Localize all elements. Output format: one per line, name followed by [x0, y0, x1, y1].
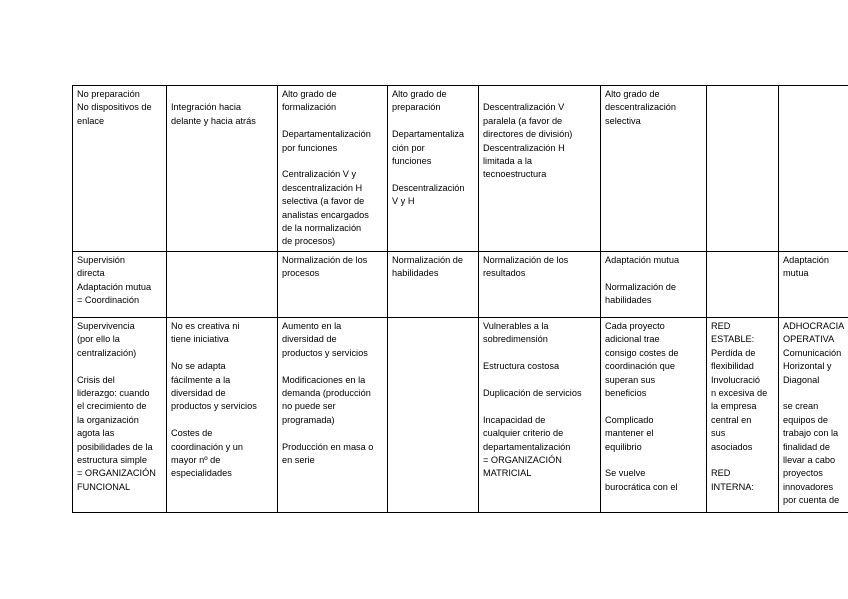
table-cell: [167, 86, 278, 252]
cell-text-line: Adaptación mutua: [605, 255, 680, 265]
cell-text-line: [711, 454, 775, 467]
cell-text-line: delante y hacia atrás: [171, 115, 256, 126]
cell-text-line: fácilmente a la: [171, 374, 231, 385]
cell-text-line: = ORGANIZACIÓN: [483, 455, 562, 466]
cell-text-line: sus: [711, 428, 726, 439]
table-cell: [479, 86, 601, 252]
cell-text-line: Perdida de: [711, 347, 756, 358]
cell-text-line: estructura simple: [77, 455, 147, 466]
cell-text-line: [77, 360, 163, 373]
cell-text-line: [483, 347, 597, 360]
cell-text-line: demanda (producción: [282, 388, 371, 399]
cell-text-line: en serie: [282, 455, 315, 466]
cell-text-line: n excesiva de: [711, 388, 768, 399]
cell-text-line: selectiva (a favor de: [282, 196, 365, 207]
table-cell: [601, 252, 707, 318]
cell-text-line: preparación: [392, 102, 441, 113]
cell-text-line: descentralización: [605, 102, 676, 113]
cell-text-line: habilidades: [605, 295, 652, 306]
cell-text-line: llevar a cabo: [783, 455, 836, 466]
table-cell: [707, 318, 779, 513]
cell-text-line: flexibilidad: [711, 361, 754, 372]
cell-text-line: Alto grado de: [282, 89, 337, 99]
cell-text-line: [171, 347, 274, 360]
cell-text-line: limitada a la: [483, 156, 533, 167]
cell-text-line: trabajo con la: [783, 428, 839, 439]
table-cell: [779, 318, 848, 513]
cell-text-line: la organización: [77, 414, 139, 425]
cell-text-line: [282, 115, 384, 128]
cell-text-line: cualquier criterio de: [483, 428, 564, 439]
cell-text-line: equipos de: [783, 414, 828, 425]
cell-text-line: equilibrio: [605, 441, 642, 452]
cell-text-line: Integración hacia: [171, 102, 241, 113]
cell-text-line: descentralización H: [282, 182, 363, 193]
table-cell: [167, 318, 278, 513]
cell-text-line: Descentralización: [392, 182, 465, 193]
cell-text-line: burocrática con el: [605, 481, 678, 492]
cell-text-line: coordinación y un: [171, 441, 244, 452]
cell-text-line: analistas encargados: [282, 209, 369, 220]
cell-text-line: liderazgo: cuando: [77, 388, 150, 399]
cell-text-line: Adaptación mutua: [77, 281, 152, 292]
table-row: [73, 252, 848, 318]
cell-text-line: [282, 155, 384, 168]
cell-text-line: [783, 387, 848, 400]
cell-text-line: Normalización de: [605, 281, 676, 292]
cell-text-line: mayor nº de: [171, 455, 221, 466]
table-cell: [601, 86, 707, 252]
cell-text-line: Vulnerables a la: [483, 321, 549, 331]
table-cell: [601, 318, 707, 513]
cell-text-line: [605, 267, 703, 280]
cell-text-line: [392, 168, 475, 181]
table-row: [73, 86, 848, 252]
table-cell: [707, 252, 779, 318]
cell-text-line: procesos: [282, 268, 320, 279]
cell-text-line: superan sus: [605, 374, 656, 385]
cell-text-line: MATRICIAL: [483, 468, 532, 479]
cell-text-line: Duplicación de servicios: [483, 388, 582, 398]
cell-text-line: ción por: [392, 142, 425, 153]
cell-text-line: finalidad de: [783, 441, 830, 452]
cell-text-line: central en: [711, 414, 752, 425]
cell-text-line: beneficios: [605, 388, 647, 399]
cell-text-line: por cuenta de: [783, 495, 840, 506]
cell-text-line: diversidad de: [282, 334, 337, 345]
cell-text-line: tecnoestructura: [483, 169, 547, 180]
cell-text-line: innovadores: [783, 481, 834, 492]
cell-text-line: departamentalización: [483, 441, 571, 452]
cell-text-line: = ORGANIZACIÓN: [77, 468, 156, 479]
cell-text-line: formalización: [282, 102, 337, 113]
cell-text-line: de procesos): [282, 236, 336, 247]
structure-comparison-table: [72, 85, 848, 513]
cell-text-line: Departamentaliza: [392, 129, 465, 140]
table-cell: [73, 252, 167, 318]
cell-text-line: mutua: [783, 268, 809, 279]
cell-text-line: Departamentalización: [282, 129, 371, 140]
cell-text-line: Complicado: [605, 414, 654, 425]
cell-text-line: de la normalización: [282, 223, 362, 234]
table-cell: [73, 86, 167, 252]
cell-text-line: Modificaciones en la: [282, 374, 366, 385]
cell-text-line: sobredimensión: [483, 334, 548, 345]
table-cell: [479, 318, 601, 513]
table-cell: [278, 318, 388, 513]
cell-text-line: = Coordinación: [77, 295, 140, 306]
cell-text-line: por funciones: [282, 142, 338, 153]
cell-text-line: ESTABLE:: [711, 334, 755, 345]
cell-text-line: Se vuelve: [605, 468, 646, 479]
cell-text-line: selectiva: [605, 115, 641, 126]
cell-text-line: No preparación: [77, 89, 140, 99]
cell-text-line: [605, 400, 703, 413]
cell-text-line: adicional trae: [605, 334, 660, 345]
cell-text-line: FUNCIONAL: [77, 481, 131, 492]
cell-text-line: tiene iniciativa: [171, 334, 229, 345]
cell-text-line: No dispositivos de: [77, 102, 152, 113]
cell-text-line: Descentralización H: [483, 142, 565, 153]
cell-text-line: Crisis del: [77, 374, 115, 385]
cell-text-line: productos y servicios: [171, 401, 257, 412]
cell-text-line: no puede ser: [282, 401, 336, 412]
cell-text-line: Cada proyecto: [605, 321, 665, 331]
cell-text-line: Estructura costosa: [483, 361, 560, 372]
cell-text-line: Centralización V y: [282, 169, 357, 180]
cell-text-line: la empresa: [711, 401, 757, 412]
cell-text-line: Normalización de: [392, 255, 463, 265]
cell-text-line: habilidades: [392, 268, 439, 279]
cell-text-line: [483, 400, 597, 413]
cell-text-line: Adaptación: [783, 255, 829, 265]
cell-text-line: INTERNA:: [711, 481, 754, 492]
cell-text-line: [282, 360, 384, 373]
cell-text-line: se crean: [783, 401, 819, 412]
cell-text-line: Normalización de los: [483, 255, 569, 265]
cell-text-line: [282, 427, 384, 440]
cell-text-line: directores de división): [483, 129, 573, 140]
cell-text-line: centralización): [77, 347, 137, 358]
cell-text-line: [483, 88, 597, 101]
cell-text-line: Descentralización V: [483, 102, 565, 113]
cell-text-line: Normalización de los: [282, 255, 368, 265]
cell-text-line: enlace: [77, 115, 105, 126]
cell-text-line: el crecimiento de: [77, 401, 147, 412]
cell-text-line: Involucració: [711, 374, 761, 385]
cell-text-line: RED: [711, 321, 731, 331]
cell-text-line: RED: [711, 468, 731, 479]
cell-text-line: proyectos: [783, 468, 823, 479]
cell-text-line: Diagonal: [783, 374, 820, 385]
cell-text-line: Producción en masa o: [282, 441, 374, 452]
table-cell: [779, 86, 848, 252]
cell-text-line: agota las: [77, 428, 115, 439]
table-cell: [779, 252, 848, 318]
cell-text-line: coordinación que: [605, 361, 675, 372]
table-cell: [278, 86, 388, 252]
cell-text-line: ADHOCRACIA: [783, 321, 845, 331]
cell-text-line: consigo costes de: [605, 347, 679, 358]
cell-text-line: V y H: [392, 196, 415, 207]
cell-text-line: posibilidades de la: [77, 441, 153, 452]
cell-text-line: OPERATIVA: [783, 334, 835, 345]
table-cell: [479, 252, 601, 318]
cell-text-line: Costes de: [171, 428, 213, 439]
cell-text-line: mantener el: [605, 428, 654, 439]
table-cell: [707, 86, 779, 252]
cell-text-line: [171, 414, 274, 427]
cell-text-line: funciones: [392, 156, 432, 167]
cell-text-line: Supervivencia: [77, 321, 135, 331]
cell-text-line: Comunicación: [783, 347, 842, 358]
table-cell: [388, 252, 479, 318]
cell-text-line: [171, 88, 274, 101]
table-cell: [73, 318, 167, 513]
cell-text-line: programada): [282, 414, 335, 425]
cell-text-line: No es creativa ni: [171, 321, 240, 331]
table-cell: [388, 318, 479, 513]
table-cell: [167, 252, 278, 318]
cell-text-line: Alto grado de: [392, 89, 447, 99]
cell-text-line: diversidad de: [171, 388, 226, 399]
cell-text-line: [392, 115, 475, 128]
cell-text-line: Aumento en la: [282, 321, 342, 331]
cell-text-line: (por ello la: [77, 334, 120, 345]
cell-text-line: especialidades: [171, 468, 232, 479]
cell-text-line: productos y servicios: [282, 347, 368, 358]
table-cell: [278, 252, 388, 318]
cell-text-line: Horizontal y: [783, 361, 832, 372]
cell-text-line: asociados: [711, 441, 753, 452]
cell-text-line: resultados: [483, 268, 526, 279]
cell-text-line: directa: [77, 268, 105, 279]
cell-text-line: [483, 374, 597, 387]
cell-text-line: paralela (a favor de: [483, 115, 563, 126]
cell-text-line: Alto grado de: [605, 89, 660, 99]
table-row: [73, 318, 848, 513]
cell-text-line: Supervisión: [77, 255, 126, 265]
cell-text-line: Incapacidad de: [483, 414, 546, 425]
cell-text-line: [605, 454, 703, 467]
table-cell: [388, 86, 479, 252]
cell-text-line: No se adapta: [171, 361, 226, 372]
